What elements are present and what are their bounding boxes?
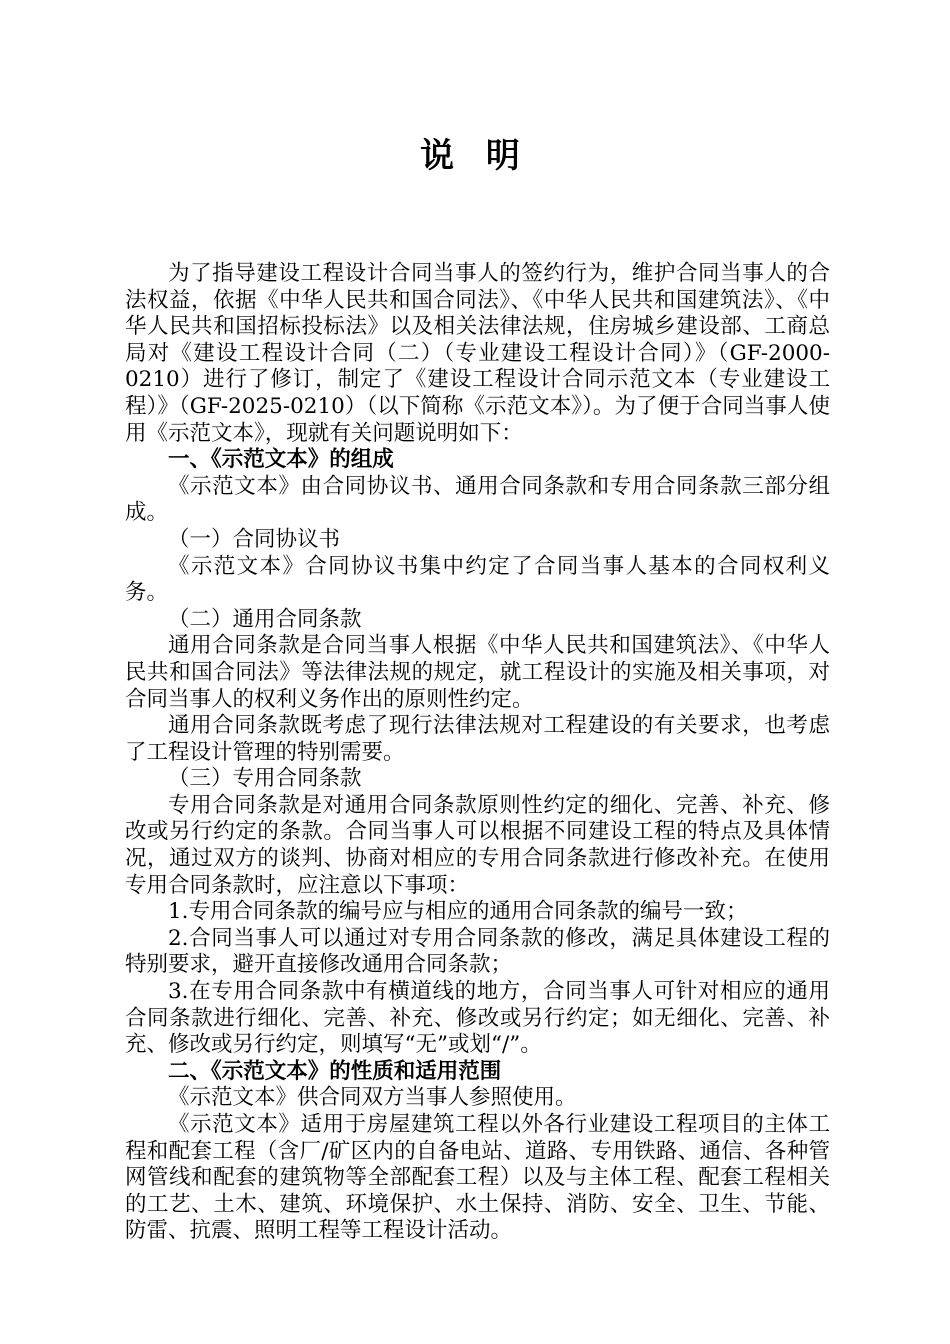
section-heading-composition: 一、《示范文本》的组成 [168, 447, 394, 473]
document-body [125, 261, 830, 1245]
subheading-agreement: （一）合同协议书 [168, 526, 341, 552]
paragraph: 通用合同条款是合同当事人根据《中华人民共和国建筑法》、《中华人民共和国合同法》等法律法规的规定，就工程设计的实施及相关事项，对合同当事人的权利义务作出的原则性约定。 [125, 633, 830, 712]
list-item: 3.在专用合同条款中有横道线的地方，合同当事人可针对相应的通用合同条款进行细化、完善、补充、修改或另行约定；如无细化、完善、补充、修改或另行约定，则填写“无”或划“/”。 [125, 979, 830, 1058]
list-item: 1.专用合同条款的编号应与相应的通用合同条款的编号一致； [168, 899, 748, 925]
paragraph: 《示范文本》供合同双方当事人参照使用。 [168, 1085, 577, 1111]
paragraph: 《示范文本》合同协议书集中约定了合同当事人基本的合同权利义务。 [125, 553, 830, 606]
section-heading-scope: 二、《示范文本》的性质和适用范围 [168, 1058, 502, 1084]
paragraph: 《示范文本》由合同协议书、通用合同条款和专用合同条款三部分组成。 [125, 473, 830, 526]
paragraph: 《示范文本》适用于房屋建筑工程以外各行业建设工程项目的主体工程和配套工程（含厂/矿区内的自备电站、道路、专用铁路、通信、各种管网管线和配套的建筑物等全部配套工程）以及与主体工程、配套工程相关的工艺、土木、建筑、环境保护、水土保持、消防、安全、卫生、节能、防雷、抗震、照明工程等工程设计活动。 [125, 1112, 830, 1244]
paragraph: 专用合同条款是对通用合同条款原则性约定的细化、完善、补充、修改或另行约定的条款。合同当事人可以根据不同建设工程的特点及具体情况，通过双方的谈判、协商对相应的专用合同条款进行修改补充。在使用专用合同条款时，应注意以下事项： [125, 792, 830, 898]
paragraph: 通用合同条款既考虑了现行法律法规对工程建设的有关要求，也考虑了工程设计管理的特别需要。 [125, 713, 830, 765]
list-item: 2.合同当事人可以通过对专用合同条款的修改，满足具体建设工程的特别要求，避开直接修改通用合同条款； [125, 925, 830, 978]
subheading-special-terms: （三）专用合同条款 [168, 766, 362, 792]
intro-paragraph: 为了指导建设工程设计合同当事人的签约行为，维护合同当事人的合法权益，依据《中华人民共和国合同法》、《中华人民共和国建筑法》、《中华人民共和国招标投标法》以及相关法律法规，住房城乡建设部、工商总局对《建设工程设计合同（二）（专业建设工程设计合同）》（GF-2000-0210）进行了修订，制定了《建设工程设计合同示范文本（专业建设工程）》（GF-2025-0210）（以下简称《示范文本》）。为了便于合同当事人使用《示范文本》，现就有关问题说明如下： [125, 261, 830, 446]
document-title: 说 明 [420, 136, 530, 176]
subheading-general-terms: （二）通用合同条款 [168, 606, 362, 632]
